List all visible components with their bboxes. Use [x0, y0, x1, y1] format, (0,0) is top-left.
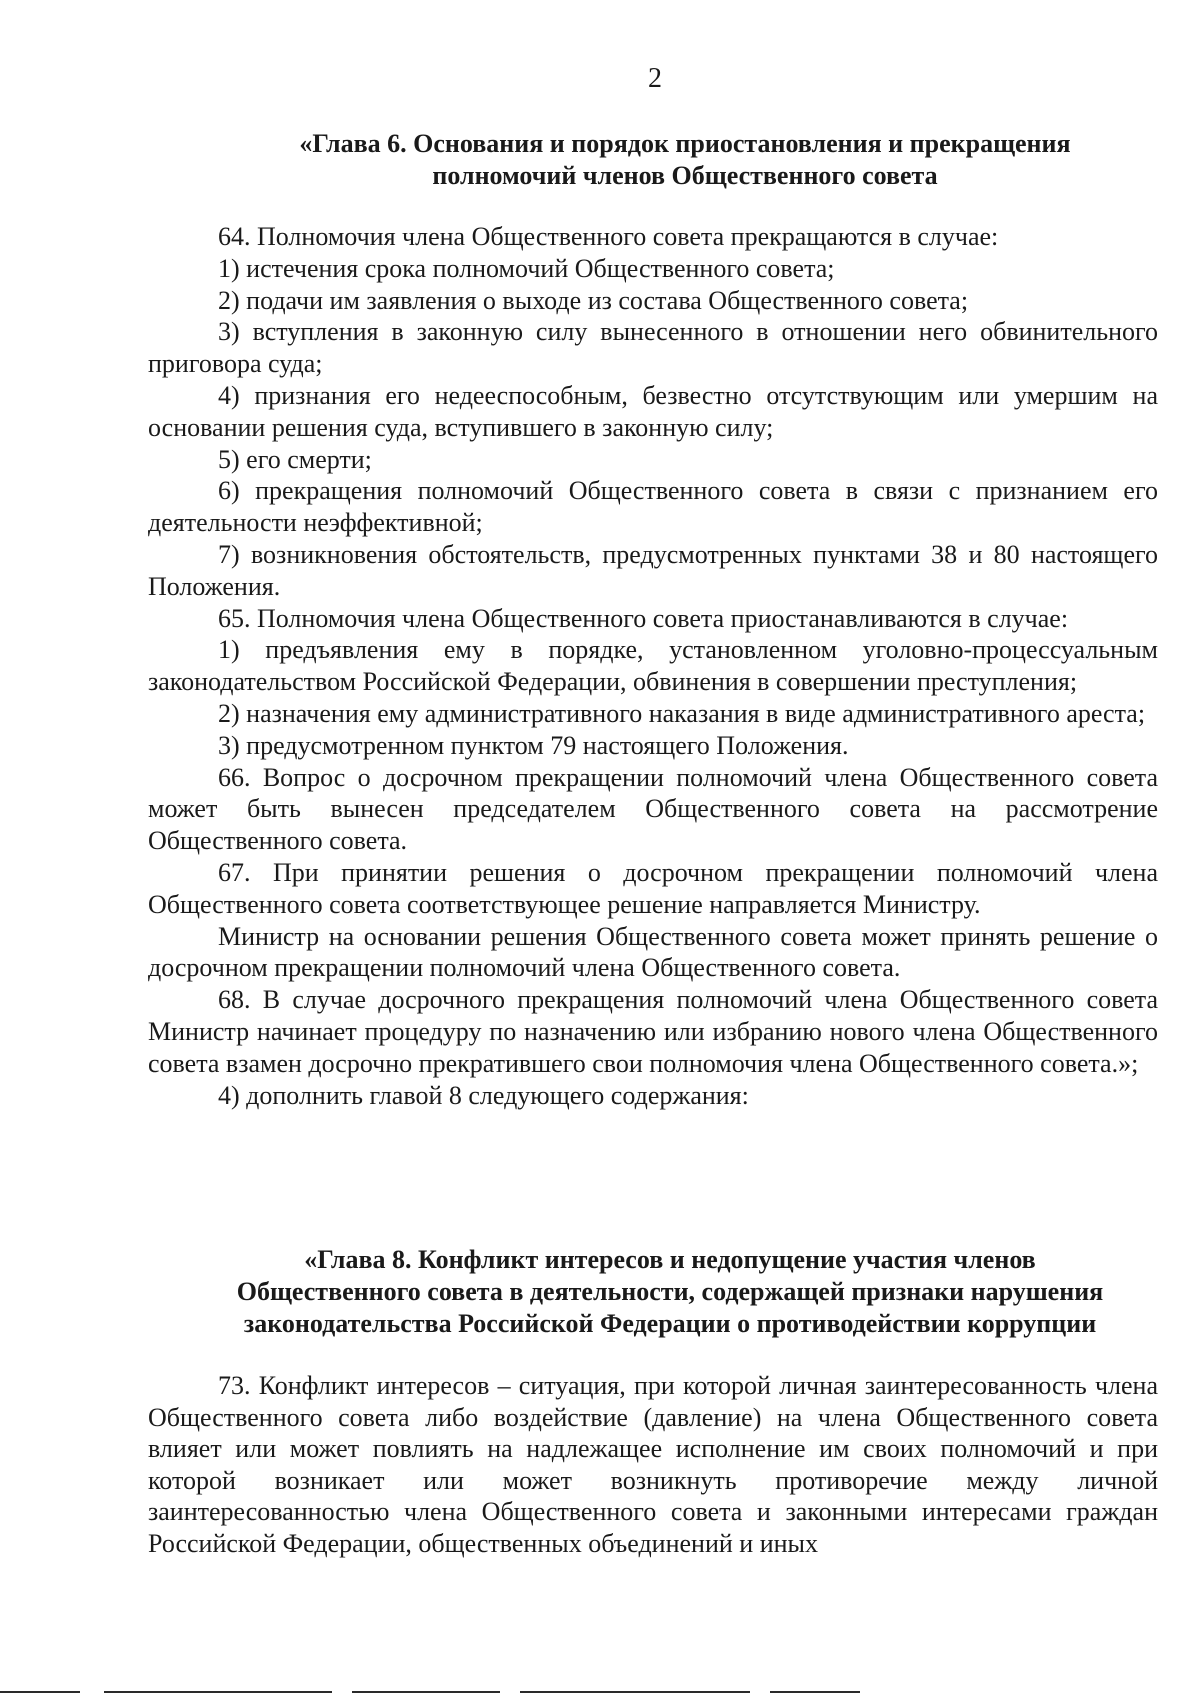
paragraph-64-item-4: 4) признания его недееспособным, безвестно отсутствующим или умершим на основании решения суда, вступившего в законную силу; — [148, 380, 1158, 442]
paragraph-68: 68. В случае досрочного прекращения полномочий члена Общественного совета Министр начинает процедуру по назначению или избранию нового члена Общественного совета взамен досрочно прекратившего свои полномочия члена Общественного совета.»; — [148, 985, 1158, 1078]
amendment-item-4: 4) дополнить главой 8 следующего содержания: — [218, 1080, 749, 1110]
page-number: 2 — [648, 63, 662, 94]
paragraph-65: 65. Полномочия члена Общественного совета приостанавливаются в случае: — [218, 603, 1069, 633]
paragraph-64-item-2: 2) подачи им заявления о выходе из состава Общественного совета; — [218, 285, 969, 315]
scan-edge-line — [352, 1691, 500, 1693]
chapter-8-heading-line-1: «Глава 8. Конфликт интересов и недопущение участия членов — [304, 1245, 1036, 1274]
scan-edge-line — [520, 1691, 750, 1693]
chapter-8-body — [148, 1370, 1158, 1560]
chapter-6-heading-line-1: «Глава 6. Основания и порядок приостановления и прекращения — [299, 129, 1071, 158]
chapter-6-heading — [175, 128, 1195, 192]
paragraph-65-item-3: 3) предусмотренном пунктом 79 настоящего Положения. — [218, 730, 849, 760]
chapter-8-heading-line-2: Общественного совета в деятельности, содержащей признаки нарушения — [236, 1277, 1104, 1306]
paragraph-64-item-6: 6) прекращения полномочий Общественного совета в связи с признанием его деятельности неэффективной; — [148, 476, 1158, 538]
paragraph-64: 64. Полномочия члена Общественного совета прекращаются в случае: — [218, 222, 999, 251]
scan-edge-line — [770, 1691, 860, 1693]
paragraph-73: 73. Конфликт интересов – ситуация, при которой личная заинтересованность члена Общественного совета либо воздействие (давление) на члена Общественного совета влияет или может повлиять на надлежащее исполнение им своих полномочий и при которой возникает или может возникнуть противоречие между личной заинтересованностью члена Общественного совета и законными интересами граждан Российской Федерации, общественных объединений и иных — [148, 1371, 1158, 1558]
scan-edge-line — [0, 1691, 80, 1693]
paragraph-65-item-1: 1) предъявления ему в порядке, установленном уголовно-процессуальным законодательством Российской Федерации, обвинения в совершении преступления; — [148, 635, 1158, 697]
chapter-6-body — [148, 221, 1158, 1111]
paragraph-67-continued: Министр на основании решения Общественного совета может принять решение о досрочном прекращении полномочий члена Общественного совета. — [148, 921, 1158, 983]
paragraph-65-item-2: 2) назначения ему административного наказания в виде административного ареста; — [218, 698, 1146, 728]
paragraph-64-item-1: 1) истечения срока полномочий Общественного совета; — [218, 253, 835, 283]
chapter-6-heading-line-2: полномочий членов Общественного совета — [432, 161, 938, 190]
paragraph-64-item-3: 3) вступления в законную силу вынесенного в отношении него обвинительного приговора суда; — [148, 317, 1158, 379]
chapter-8-heading-line-3: законодательства Российской Федерации о противодействии коррупции — [243, 1309, 1097, 1338]
chapter-8-heading — [140, 1244, 1200, 1340]
paragraph-64-item-5: 5) его смерти; — [218, 444, 372, 474]
paragraph-66: 66. Вопрос о досрочном прекращении полномочий члена Общественного совета может быть вынесен председателем Общественного совета на рассмотрение Общественного совета. — [148, 762, 1158, 856]
scan-edge-line — [104, 1691, 332, 1693]
paragraph-64-item-7: 7) возникновения обстоятельств, предусмотренных пунктами 38 и 80 настоящего Положения. — [148, 539, 1158, 601]
paragraph-67: 67. При принятии решения о досрочном прекращении полномочий члена Общественного совета соответствующее решение направляется Министру. — [148, 857, 1158, 919]
